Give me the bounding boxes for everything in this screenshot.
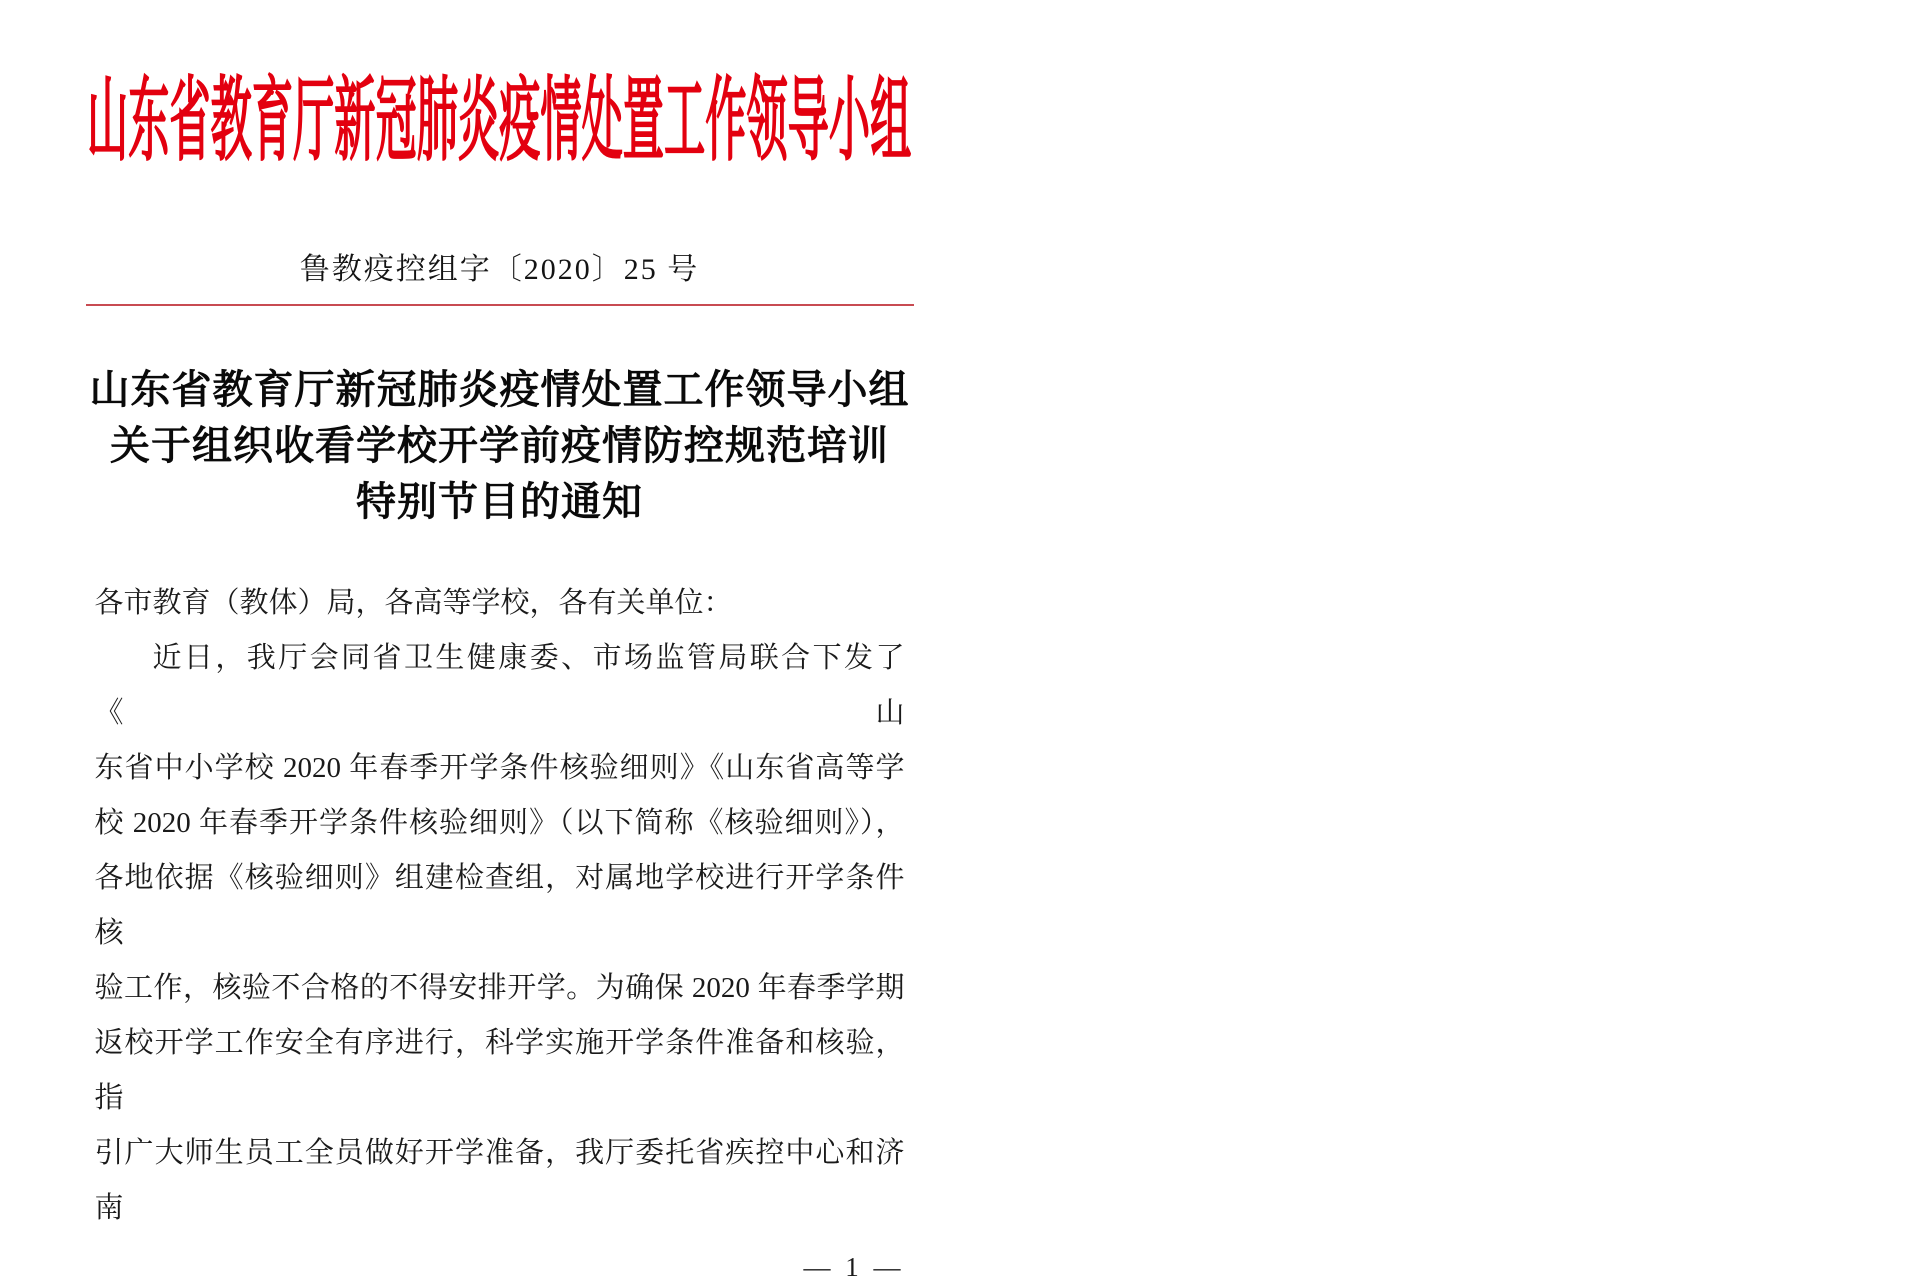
page-number: — 1 — xyxy=(803,1252,905,1282)
document-title xyxy=(0,362,999,530)
document-body xyxy=(95,576,905,1236)
document-title-line: 特别节目的通知 xyxy=(356,479,643,524)
body-line: 东省中小学校 2020 年春季开学条件核验细则》《山东省高等学 xyxy=(94,752,905,784)
body-paragraph xyxy=(95,631,905,1236)
document-number: 鲁教疫控组字〔2020〕25 号 xyxy=(299,253,700,286)
document-title-line: 关于组织收看学校开学前疫情防控规范培训 xyxy=(110,423,889,468)
salutation-line: 各市教育（教体）局，各高等学校，各有关单位： xyxy=(94,587,733,619)
body-line: 验工作，核验不合格的不得安排开学。为确保 2020 年春季学期 xyxy=(94,972,905,1004)
body-line: 校 2020 年春季开学条件核验细则》（以下简称《核验细则》）， xyxy=(94,807,905,839)
body-line: 近日，我厅会同省卫生健康委、市场监管局联合下发了《山 xyxy=(94,642,905,729)
document-page xyxy=(0,70,999,1282)
masthead-title: 山东省教育厅新冠肺炎疫情处置工作领导小组 xyxy=(86,70,911,172)
body-line: 各地依据《核验细则》组建检查组，对属地学校进行开学条件核 xyxy=(94,862,905,949)
body-line: 返校开学工作安全有序进行，科学实施开学条件准备和核验，指 xyxy=(94,1027,905,1114)
body-line: 引广大师生员工全员做好开学准备，我厅委托省疾控中心和济南 xyxy=(94,1137,905,1224)
masthead xyxy=(86,70,913,172)
red-divider-line xyxy=(86,304,914,306)
document-title-line: 山东省教育厅新冠肺炎疫情处置工作领导小组 xyxy=(89,367,910,412)
